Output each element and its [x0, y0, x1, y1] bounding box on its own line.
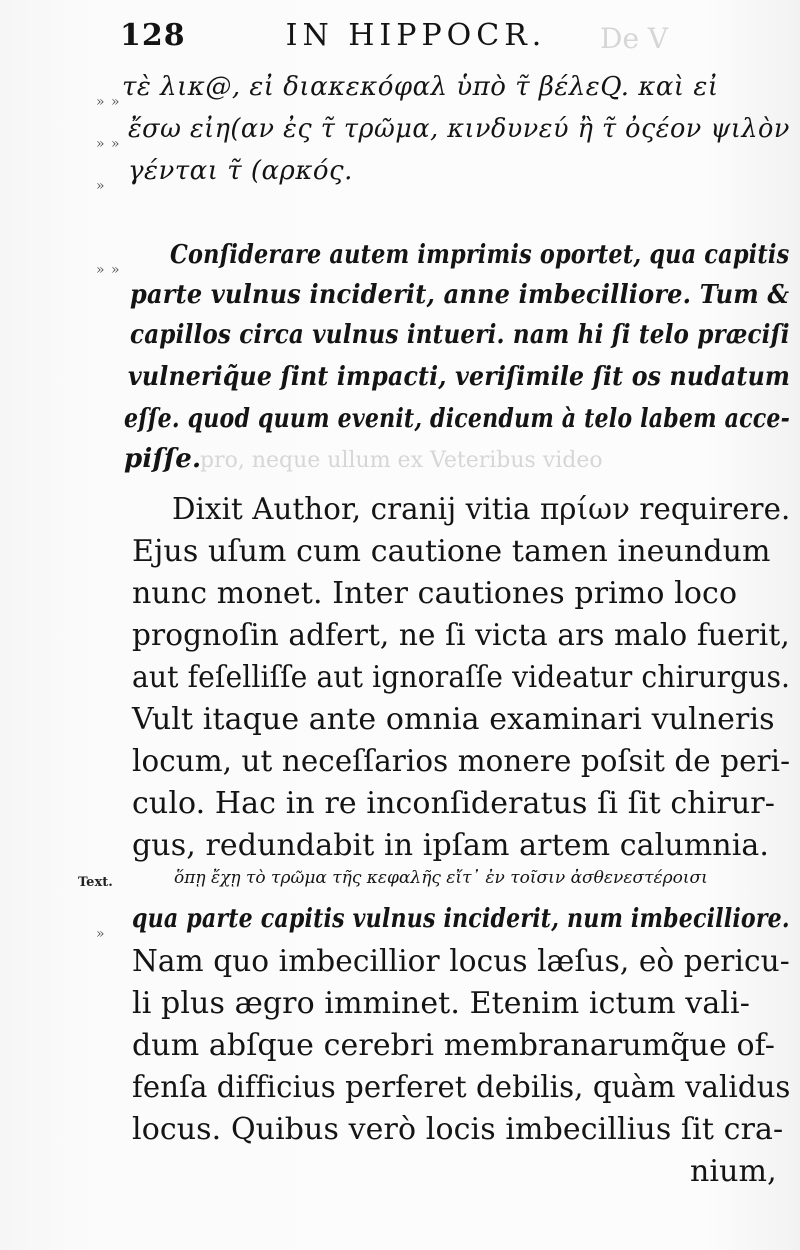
commentary-line: [0, 1154, 800, 1194]
commentary-line: [0, 944, 800, 984]
commentary-line: [0, 786, 800, 826]
commentary-line-text: nium,: [690, 1154, 777, 1189]
page-header: [120, 18, 590, 58]
commentary-line-text: gus, redundabit in ipſam artem calumnia.: [132, 828, 770, 863]
commentary-line: [0, 744, 800, 784]
latin-line: » » Conſiderare autem imprimis oportet, qua capitis: [96, 240, 790, 278]
latin-line-text: vulneriq̃ue ſint impacti, veriſimile ſit os nudatum: [128, 362, 791, 392]
commentary-line: [0, 986, 800, 1026]
commentary-line-text: aut feſelliſſe aut ignoraſſe videatur chirurgus.: [132, 660, 791, 695]
greek-line: » » ἔσω εἰη(αν ἐς τ̃ τρῶμα, κινδυνεύ ἢ τ̃ ὀςέον ψιλὸν: [96, 114, 790, 152]
latin-line-text: parte vulnus inciderit, anne imbecilliore. Tum &: [130, 280, 790, 310]
latin-line: [0, 402, 800, 442]
commentary-line: [0, 702, 800, 742]
commentary-line-text: dum abſque cerebri membranarumq̃ue of-: [132, 1028, 775, 1063]
commentary-line-text: prognoſin adfert, ne ſi victa ars malo fuerit,: [132, 618, 790, 653]
commentary-line: [0, 1070, 800, 1110]
greek-quote-line: [0, 862, 800, 894]
commentary-line-text: locus. Quibus verò locis imbecillius ſit cra-: [132, 1112, 784, 1147]
commentary-line-text: li plus ægro imminet. Etenim ictum vali-: [132, 986, 750, 1021]
latin-line: [0, 278, 800, 318]
commentary-line: [0, 534, 800, 574]
commentary-line-text: Dixit Author, cranij vitia πρίων requirere.: [172, 492, 791, 527]
latin-line-text: piſſe.: [124, 444, 202, 474]
margin-label: Text.: [78, 875, 113, 890]
commentary-line-text: culo. Hac in re inconſideratus ſi ſit chirur-: [132, 786, 775, 821]
commentary-line-text: nunc monet. Inter cautiones primo loco: [132, 576, 738, 611]
commentary-line: [0, 492, 800, 532]
latin-line: [0, 360, 800, 400]
page-number: 128: [120, 18, 186, 53]
commentary-line-text: Ejus uſum cum cautione tamen ineundum: [132, 534, 771, 569]
commentary-line: [0, 1112, 800, 1152]
greek-line-text: γένται τ̃ (αρκός.: [128, 156, 353, 186]
commentary-line-text: Nam quo imbecillior locus læſus, eò pericu-: [132, 944, 790, 979]
latin-quote-line: » qua parte capitis vulnus inciderit, num imbecilliore.: [96, 904, 790, 942]
bleed-through: pro, neque ullum ex Veteribus video: [200, 448, 603, 473]
commentary-line: [0, 1028, 800, 1068]
bleed-through: De V: [600, 22, 669, 55]
latin-quote-text: qua parte capitis vulnus inciderit, num imbecilliore.: [132, 904, 790, 934]
commentary-line: [0, 660, 800, 700]
commentary-line: [0, 618, 800, 658]
greek-line: » » τὲ λικ@, εἰ διακεκόφαλ ὑπὸ τ̃ βέλεQ. καὶ εἰ: [96, 72, 719, 110]
commentary-line-text: fenſa difficius perferet debilis, quàm validus: [132, 1070, 791, 1105]
greek-line-text: ἔσω εἰη(αν ἐς τ̃ τρῶμα, κινδυνεύ ἢ τ̃ ὀςέον ψιλὸν: [128, 114, 790, 144]
greek-quote-text: ὅπῃ ἔχῃ τὸ τρῶμα τῆς κεφαλῆς εἴτ᾽ ἐν τοῖσιν ἀσθενεστέροισι: [174, 868, 708, 888]
latin-line-text: Conſiderare autem imprimis oportet, qua capitis: [170, 240, 790, 270]
latin-line-text: capillos circa vulnus intueri. nam hi ſi telo præciſi: [130, 320, 790, 350]
latin-line-text: eſſe. quod quum evenit, dicendum à telo labem acce-: [124, 404, 791, 434]
commentary-line: [0, 576, 800, 616]
running-head: IN HIPPOCR.: [285, 18, 547, 53]
greek-line-text: τὲ λικ@, εἰ διακεκόφαλ ὑπὸ τ̃ βέλεQ. καὶ εἰ: [122, 72, 719, 102]
commentary-line-text: Vult itaque ante omnia examinari vulneris: [132, 702, 775, 737]
latin-line: [0, 318, 800, 358]
commentary-line-text: locum, ut neceſſarios monere poſsit de peri-: [132, 744, 791, 779]
greek-line: » γένται τ̃ (αρκός.: [96, 156, 353, 194]
